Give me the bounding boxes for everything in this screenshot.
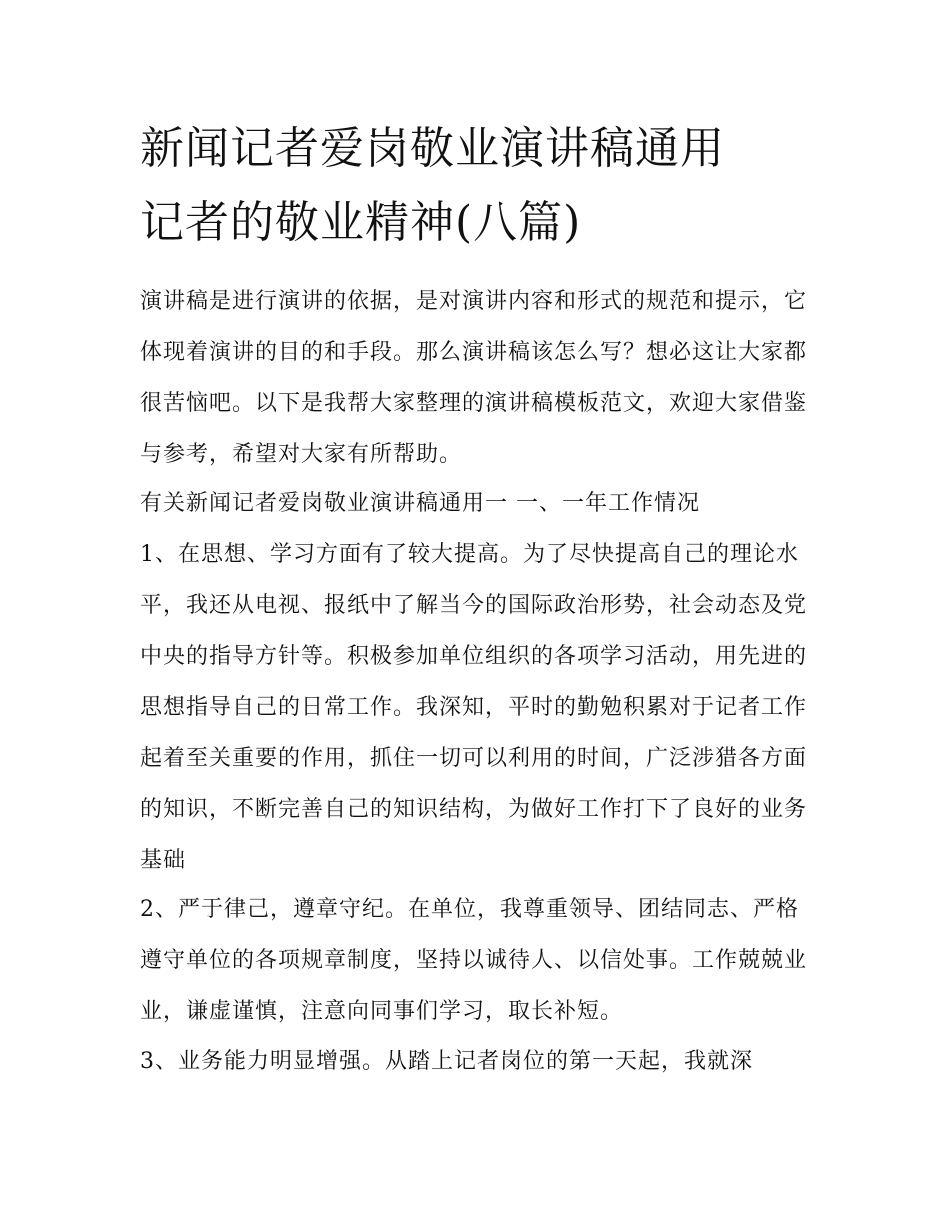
section-heading: 有关新闻记者爱岗敬业演讲稿通用一 一、一年工作情况 [140,491,700,516]
item-1-paragraph: 1、在思想、学习方面有了较大提高。为了尽快提高自己的理论水平，我还从电视、报纸中了解当今的国际政治形势，社会动态及党中央的指导方针等。积极参加单位组织的各项学习活动，用先进的思想指导自己的日常工作。我深知，平时的勤勉积累对于记者工作起着至关重要的作用，抓住一切可以利用的时间，广泛涉猎各方面的知识，不断完善自己的知识结构，为做好工作打下了良好的业务基础 [140,542,808,873]
document-title [140,112,830,260]
title-line-1: 新闻记者爱岗敬业演讲稿通用 [140,123,725,174]
item-3-paragraph: 3、业务能力明显增强。从踏上记者岗位的第一天起，我就深 [140,1049,753,1074]
intro-paragraph: 演讲稿是进行演讲的依据，是对演讲内容和形式的规范和提示，它体现着演讲的目的和手段。那么演讲稿该怎么写？想必这让大家都很苦恼吧。以下是我帮大家整理的演讲稿模板范文，欢迎大家借鉴与参考，希望对大家有所帮助。 [140,289,808,467]
title-line-2: 记者的敬业精神(八篇) [140,197,582,248]
item-2-paragraph: 2、严于律己，遵章守纪。在单位，我尊重领导、团结同志、严格遵守单位的各项规章制度，坚持以诚待人、以信处事。工作兢兢业业，谦虚谨慎，注意向同事们学习，取长补短。 [140,897,808,1024]
